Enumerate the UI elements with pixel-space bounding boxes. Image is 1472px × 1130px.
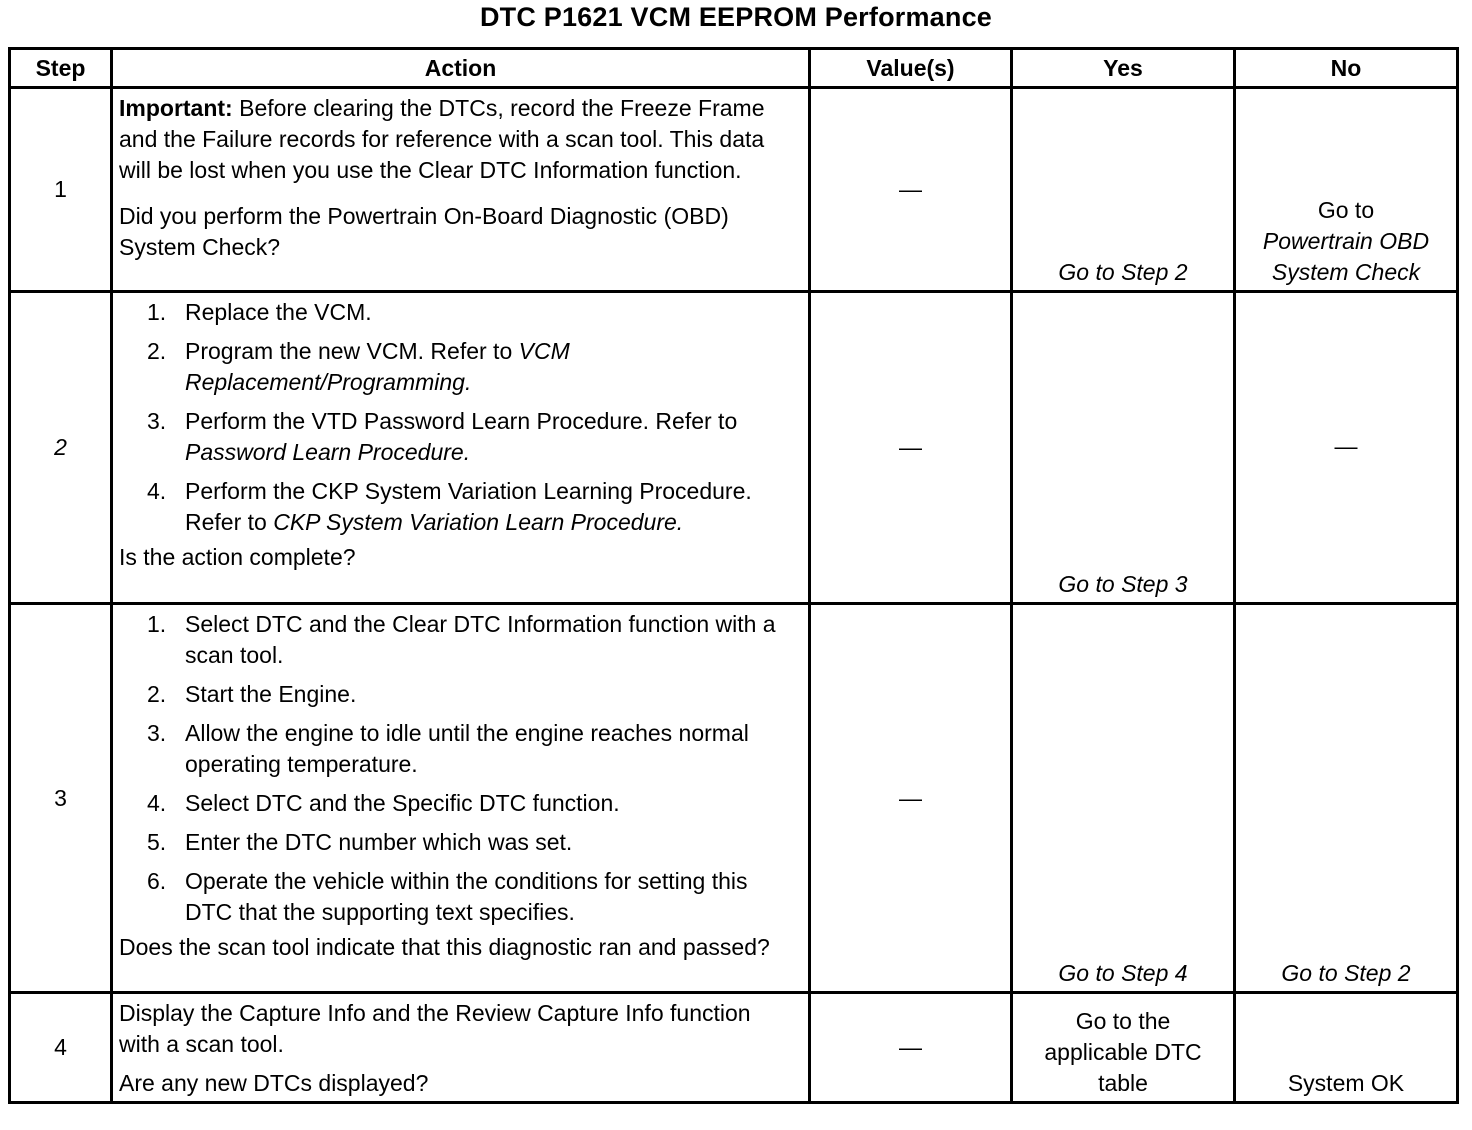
action-list: [119, 609, 782, 928]
action-question: Are any new DTCs displayed?: [119, 1070, 429, 1096]
value-cell: [810, 604, 1012, 993]
no-dash: —: [1334, 433, 1358, 459]
action-cell: [112, 604, 810, 993]
list-item: 3. Perform the VTD Password Learn Procedure. Refer to Password Learn Procedure.: [147, 408, 738, 465]
value-cell: [810, 292, 1012, 604]
no-cell: [1235, 292, 1458, 604]
step-number: 1: [10, 88, 112, 292]
step-number: 3: [10, 604, 112, 993]
step-number: 4: [10, 993, 112, 1103]
action-list: [119, 297, 782, 538]
action-question: Did you perform the Powertrain On-Board Diagnostic (OBD) System Check?: [119, 203, 729, 260]
value-cell: [810, 88, 1012, 292]
table-row: [10, 604, 1458, 993]
value-dash: —: [899, 1034, 922, 1060]
header-no: No: [1235, 49, 1458, 88]
header-step: Step: [10, 49, 112, 88]
header-yes: Yes: [1012, 49, 1235, 88]
action-cell: [112, 993, 810, 1103]
table-row: [10, 88, 1458, 292]
important-text: Before clearing the DTCs, record the Freeze Frame and the Failure records for reference with a scan tool. This data will be lost when you use the Clear DTC Information function.: [119, 95, 765, 183]
important-label: Important:: [119, 95, 233, 121]
value-dash: —: [899, 176, 922, 202]
reference-link[interactable]: Password Learn Procedure.: [185, 439, 471, 465]
header-values: Value(s): [810, 49, 1012, 88]
list-item: 1. Select DTC and the Clear DTC Information function with a scan tool.: [147, 611, 776, 668]
yes-cell: [1012, 993, 1235, 1103]
no-link[interactable]: Go to Step 2: [1281, 960, 1411, 986]
table-row: [10, 292, 1458, 604]
list-item: 4. Perform the CKP System Variation Learning Procedure. Refer to CKP System Variation Learn Procedure.: [147, 478, 752, 535]
list-item: 2. Start the Engine.: [147, 681, 357, 707]
no-cell: [1235, 88, 1458, 292]
yes-cell: [1012, 88, 1235, 292]
page-title: DTC P1621 VCM EEPROM Performance: [479, 2, 993, 32]
action-question: Does the scan tool indicate that this diagnostic ran and passed?: [119, 934, 770, 960]
no-cell: [1235, 993, 1458, 1103]
yes-text[interactable]: Go to the applicable DTC table: [1044, 1008, 1202, 1096]
list-item: 3. Allow the engine to idle until the engine reaches normal operating temperature.: [147, 720, 749, 777]
no-link[interactable]: Powertrain OBD System Check: [1262, 228, 1430, 285]
no-text: System OK: [1287, 1070, 1405, 1096]
yes-cell: [1012, 604, 1235, 993]
yes-link[interactable]: Go to Step 3: [1058, 571, 1188, 597]
table-row: [10, 993, 1458, 1103]
action-question: Is the action complete?: [119, 544, 356, 570]
value-dash: —: [899, 434, 922, 460]
reference-link[interactable]: CKP System Variation Learn Procedure.: [273, 509, 684, 535]
action-text: Display the Capture Info and the Review Capture Info function with a scan tool.: [119, 1000, 751, 1057]
header-action: Action: [112, 49, 810, 88]
no-text: Go to: [1317, 197, 1375, 223]
yes-link[interactable]: Go to Step 2: [1058, 259, 1188, 285]
yes-link[interactable]: Go to Step 4: [1058, 960, 1188, 986]
value-dash: —: [899, 784, 922, 811]
list-item: 6. Operate the vehicle within the conditions for setting this DTC that the supporting text specifies.: [147, 868, 748, 925]
action-cell: [112, 292, 810, 604]
value-cell: [810, 993, 1012, 1103]
step-number: 2: [10, 292, 112, 604]
list-item: 2. Program the new VCM. Refer to VCM Replacement/Programming.: [147, 338, 570, 395]
yes-cell: [1012, 292, 1235, 604]
reference-link[interactable]: VCM Replacement/Programming.: [185, 338, 570, 395]
list-item: 4. Select DTC and the Specific DTC function.: [147, 790, 620, 816]
diagnostic-table: [8, 47, 1459, 1104]
important-note: [119, 93, 782, 186]
no-cell: [1235, 604, 1458, 993]
list-item: 1. Replace the VCM.: [147, 299, 372, 325]
list-item: 5. Enter the DTC number which was set.: [147, 829, 573, 855]
header-row: [10, 49, 1458, 88]
action-cell: [112, 88, 810, 292]
